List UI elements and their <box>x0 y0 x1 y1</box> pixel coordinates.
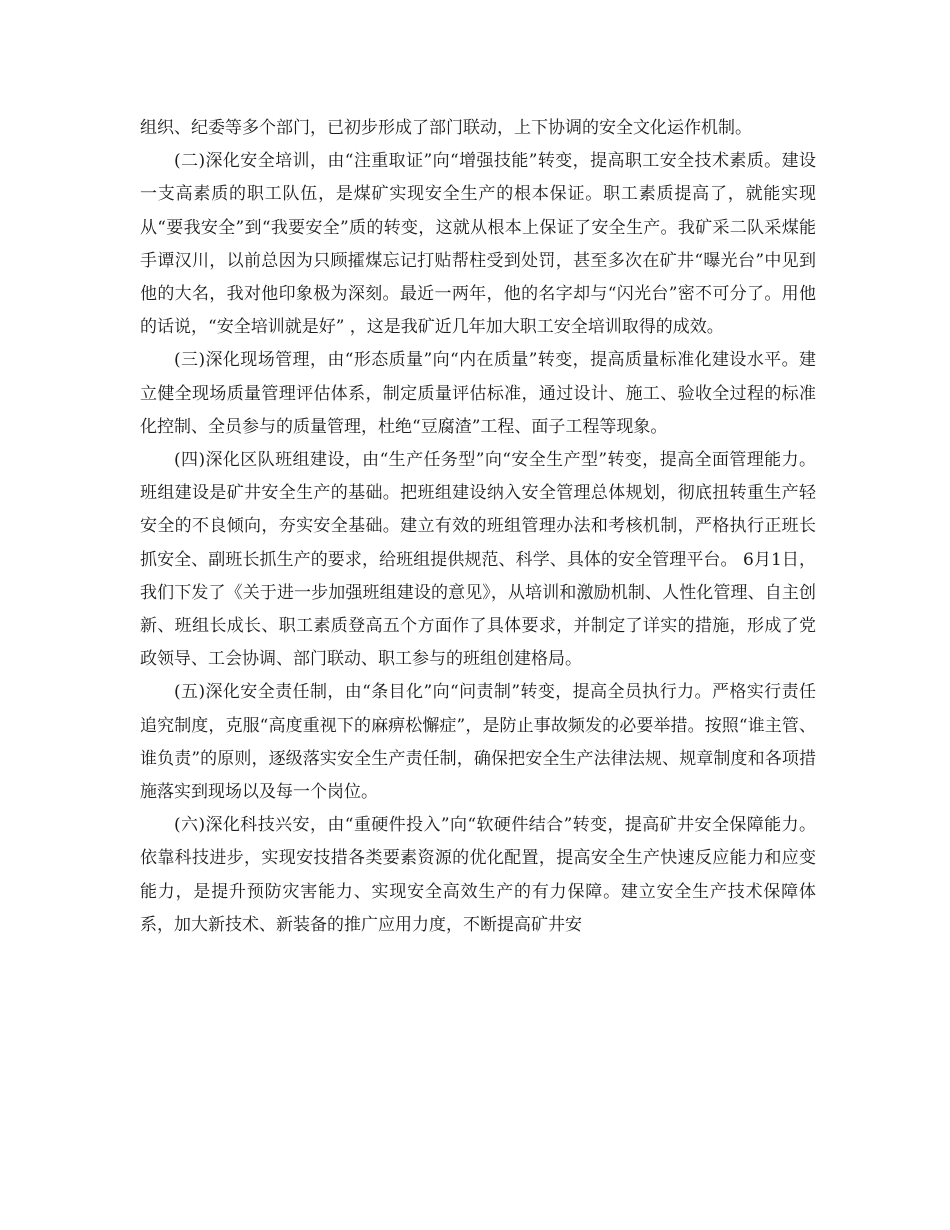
paragraph-technology: (六)深化科技兴安，由“重硬件投入”向“软硬件结合”转变，提高矿井安全保障能力。依靠科技进步，实现安技措各类要素资源的优化配置，提高安全生产快速反应能力和应变能力，是提升预防灾害能力、实现安全高效生产的有力保障。建立安全生产技术保障体系，加大新技术、新装备的推广应用力度，不断提高矿井安 <box>140 815 816 935</box>
paragraph-training: (二)深化安全培训，由“注重取证”向“增强技能”转变，提高职工安全技术素质。建设一支高素质的职工队伍，是煤矿实现安全生产的根本保证。职工素质提高了，就能实现从“要我安全”到“我要安全”质的转变，这就从根本上保证了安全生产。我矿采二队采煤能手谭汉川，以前总因为只顾攉煤忘记打贴帮柱受到处罚，甚至多次在矿井“曝光台”中见到他的大名，我对他印象极为深刻。最近一两年，他的名字却与“闪光台”密不可分了。用他的话说，“安全培训就是好” ，这是我矿近几年加大职工安全培训取得的成效。 <box>140 151 816 338</box>
paragraph-team-building: (四)深化区队班组建设，由“生产任务型”向“安全生产型”转变，提高全面管理能力。班组建设是矿井安全生产的基础。把班组建设纳入安全管理总体规划，彻底扭转重生产轻安全的不良倾向，夯实安全基础。建立有效的班组管理办法和考核机制，严格执行正班长抓安全、副班长抓生产的要求，给班组提供规范、科学、具体的安全管理平台。 6月1日，我们下发了《关于进一步加强班组建设的意见》，从培训和激励机制、人性化管理、自主创新、班组长成长、职工素质登高五个方面作了具体要求，并制定了详实的措施，形成了党政领导、工会协调、部门联动、职工参与的班组创建格局。 <box>140 450 816 670</box>
paragraph-site-management: (三)深化现场管理，由“形态质量”向“内在质量”转变，提高质量标准化建设水平。建立健全现场质量管理评估体系，制定质量评估标准，通过设计、施工、验收全过程的标准化控制、全员参与的质量管理，杜绝“豆腐渣”工程、面子工程等现象。 <box>140 350 816 437</box>
document-page <box>140 112 816 942</box>
paragraph-continuation: 组织、纪委等多个部门，已初步形成了部门联动，上下协调的安全文化运作机制。 <box>140 118 752 138</box>
paragraph-responsibility: (五)深化安全责任制，由“条目化”向“问责制”转变，提高全员执行力。严格实行责任追究制度，克服“高度重视下的麻痹松懈症”，是防止事故频发的必要举措。按照“谁主管、谁负责”的原则，逐级落实安全生产责任制，确保把安全生产法律法规、规章制度和各项措施落实到现场以及每一个岗位。 <box>140 682 816 803</box>
